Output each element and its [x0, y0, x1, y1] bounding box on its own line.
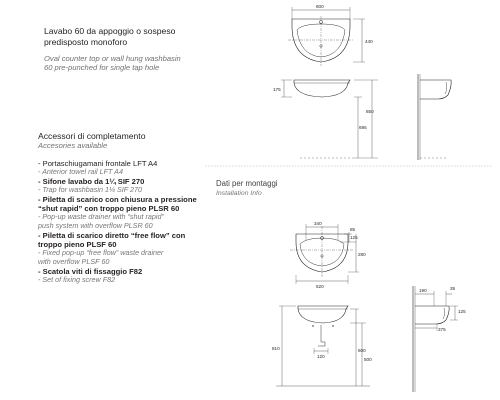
- dim-elev-810: 810: [272, 346, 280, 351]
- accessories-subtitle: Accesories available: [38, 141, 108, 150]
- accessory-item-it: - Scatola viti di fissaggio F82: [38, 266, 143, 276]
- plan-view-basin: [290, 224, 359, 284]
- front-view-basin: [281, 80, 378, 158]
- accessory-item-en-cont: with overflow PLSF 60: [38, 256, 110, 266]
- dim-side-190: 190: [419, 288, 427, 293]
- side-elevation-basin: [413, 286, 458, 392]
- accessory-item-en-cont: push system with overflow PLSR 60: [38, 220, 153, 230]
- dim-top-width: 600: [316, 4, 324, 9]
- dim-side-35: 35: [450, 286, 456, 291]
- side-view-basin: [418, 74, 451, 160]
- product-subtitle-line2: 60 pre-punched for single tap hole: [44, 63, 160, 73]
- dim-side-125: 125: [458, 309, 466, 314]
- product-title-line1: Lavabo 60 da appoggio o sospeso: [44, 26, 176, 36]
- dim-elev-120: 120: [317, 354, 325, 359]
- accessory-item-en: - Trap for washbasin 1¼ SIF 270: [38, 184, 143, 194]
- accessory-item-it: - Sifone lavabo da 1¼ SIF 270: [38, 176, 145, 186]
- front-elevation-basin: [276, 306, 370, 386]
- top-view-basin: [288, 7, 365, 66]
- dim-plan-hole: 340: [314, 221, 322, 226]
- product-title-line2: predisposto monoforo: [44, 36, 128, 47]
- accessory-item-it: - Piletta di scarico diretto “free flow” con: [38, 230, 186, 240]
- accessory-item-it: - Piletta di scarico con chiusura a pressione: [38, 194, 197, 204]
- dim-plan-280: 280: [358, 252, 366, 257]
- dim-height-b: 695: [359, 125, 367, 130]
- accessory-item-en: - Fixed pop-up “free flow” waste drainer: [38, 247, 164, 257]
- accessories-title: Accessori di completamento: [38, 131, 146, 141]
- dim-elev-600: 600: [358, 348, 366, 353]
- dim-plan-width: 520: [316, 284, 324, 289]
- mounting-title: Dati per montaggi: [216, 179, 278, 188]
- dim-side-375: 375: [438, 327, 446, 332]
- dim-elev-500: 500: [364, 357, 372, 362]
- accessory-item-it-cont: troppo pieno PLSF 60: [38, 239, 117, 249]
- accessory-item-en: - Pop-up waste drainer with “shut rapid”: [38, 211, 164, 221]
- accessory-item-it: - Portaschiugamani frontale LFT A4: [38, 158, 158, 168]
- dim-front-height: 175: [273, 87, 281, 92]
- mounting-subtitle: Installation Info: [216, 190, 262, 197]
- dim-plan-85: 85: [350, 227, 356, 232]
- accessory-item-it-cont: “shut rapid” con troppo pieno PLSR 60: [38, 203, 180, 213]
- accessory-item-en: - Anterior towel rail LFT A4: [38, 166, 123, 176]
- product-subtitle-line1: Oval counter top or wall hung washbasin: [44, 54, 181, 63]
- dim-height-a: 850: [366, 109, 374, 114]
- accessory-item-en: - Set of fixing screw F82: [38, 274, 116, 284]
- dim-top-depth: 440: [365, 39, 373, 44]
- dim-plan-125: 125: [350, 235, 358, 240]
